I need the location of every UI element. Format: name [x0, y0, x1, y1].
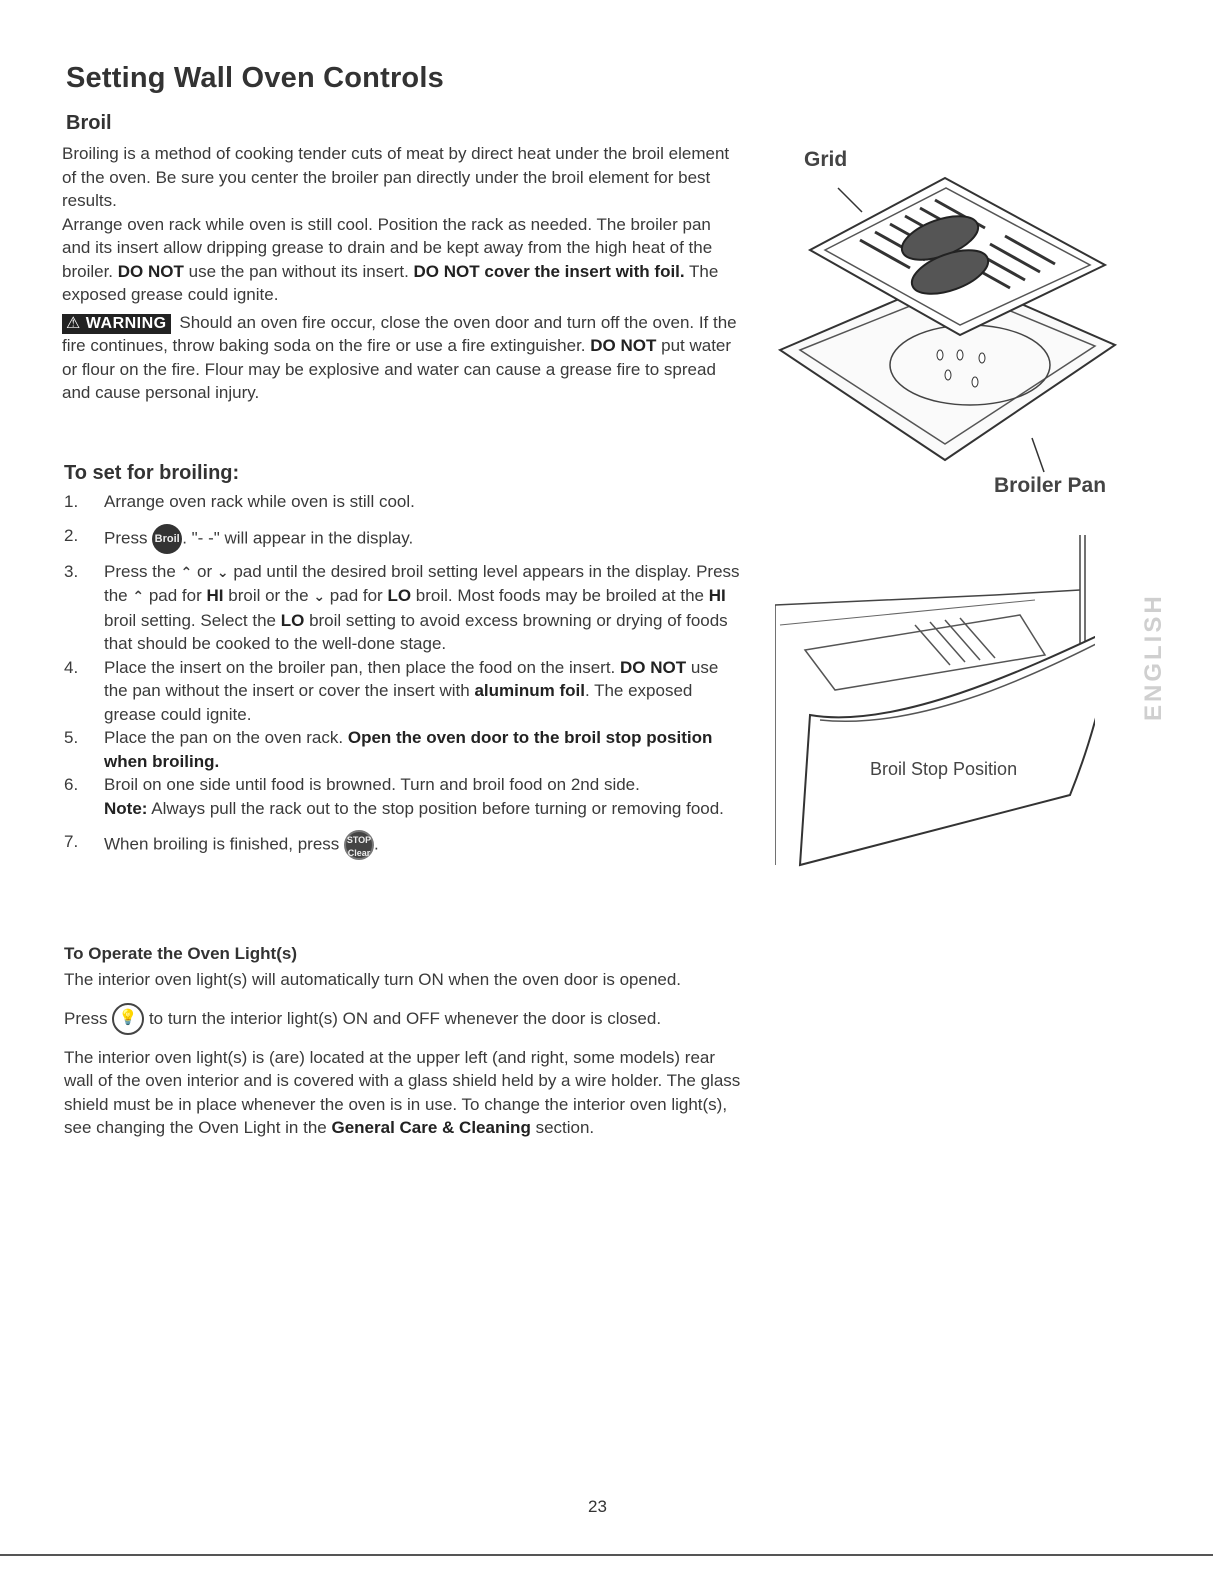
warning-paragraph: ⚠ WARNING Should an oven fire occur, close the oven door and turn off the oven. If the fire continues, throw baking soda on the fire or use a fire extinguisher. DO NOT put water or flour on the fire. Flour may be explosive and water can cause a grease fire to spread and cause personal injury.	[62, 312, 737, 402]
up-arrow-icon: ⌃	[180, 563, 193, 580]
step-2: 2. Press Broil . "- -" will appear in the display.	[64, 524, 744, 554]
broil-section	[62, 142, 742, 405]
broil-steps	[64, 490, 744, 860]
step-6: 6. Broil on one side until food is browned. Turn and broil food on 2nd side. Note: Always pull the rack out to the stop position before turning or removing food.	[64, 775, 724, 818]
light-key-icon: 💡	[112, 1003, 144, 1035]
broil-stop-label: Broil Stop Position	[870, 759, 1018, 779]
step-1: 1. Arrange oven rack while oven is still cool.	[64, 492, 415, 511]
step-7: 7. When broiling is finished, press STOP Clear .	[64, 832, 379, 858]
down-arrow-icon: ⌄	[313, 588, 326, 604]
oven-light-heading: To Operate the Oven Light(s)	[64, 944, 297, 963]
oven-light-p1: The interior oven light(s) will automatically turn ON when the oven door is opened.	[64, 970, 682, 989]
stop-clear-key-icon: STOP Clear	[344, 830, 374, 860]
broil-intro: Broiling is a method of cooking tender cuts of meat by direct heat under the broil element of the oven. Be sure you center the broiler pan directly under the broil element for best results.	[62, 144, 730, 210]
page-number: 23	[588, 1497, 607, 1516]
oven-door-illustration	[775, 530, 1095, 875]
bottom-rule	[0, 1554, 1213, 1556]
up-arrow-icon: ⌃	[132, 588, 145, 604]
broil-rack-paragraph: Arrange oven rack while oven is still cool. Position the rack as needed. The broiler pan and its insert allow dripping grease to drain and be kept away from the high heat of the broiler. DO NOT use the pan without its insert. DO NOT cover the insert with foil. The exposed grease could ignite.	[62, 214, 719, 304]
oven-light-section	[64, 968, 744, 1140]
step-3: 3. Press the ⌃ or ⌄ pad until the desired broil setting level appears in the display. Press the ⌃ pad for HI broil or the ⌄ pad for LO broil. Most foods may be broiled at the HI broil setting. Select the LO broil setting to avoid excess browning or drying of foods that should be cooked to the well-done stage.	[64, 561, 740, 653]
step-4: 4. Place the insert on the broiler pan, then place the food on the insert. DO NOT use the pan without the insert or cover the insert with aluminum foil. The exposed grease could ignite.	[64, 657, 719, 724]
oven-light-p2: Press 💡 to turn the interior light(s) ON and OFF whenever the door is closed.	[64, 1002, 744, 1036]
broiler-pan-illustration	[770, 160, 1130, 490]
oven-light-p3: The interior oven light(s) is (are) located at the upper left (and right, some models) rear wall of the oven interior and is covered with a glass shield held by a wire holder. The glass shield must be in place whenever the oven is in use. To change the interior oven light(s), see changing the Oven Light in the General Care & Cleaning section.	[64, 1047, 741, 1137]
warning-badge: ⚠ WARNING	[62, 314, 171, 334]
broil-heading: Broil	[66, 112, 112, 134]
broiler-pan-label: Broiler Pan	[994, 474, 1107, 497]
broil-key-icon: Broil	[152, 524, 182, 554]
down-arrow-icon: ⌄	[216, 563, 229, 580]
language-tab: ENGLISH	[1140, 593, 1167, 721]
set-broiling-heading: To set for broiling:	[64, 462, 240, 484]
grid-label: Grid	[804, 148, 848, 171]
step-5: 5. Place the pan on the oven rack. Open the oven door to the broil stop position when broiling.	[64, 728, 713, 771]
page-title: Setting Wall Oven Controls	[66, 62, 444, 94]
